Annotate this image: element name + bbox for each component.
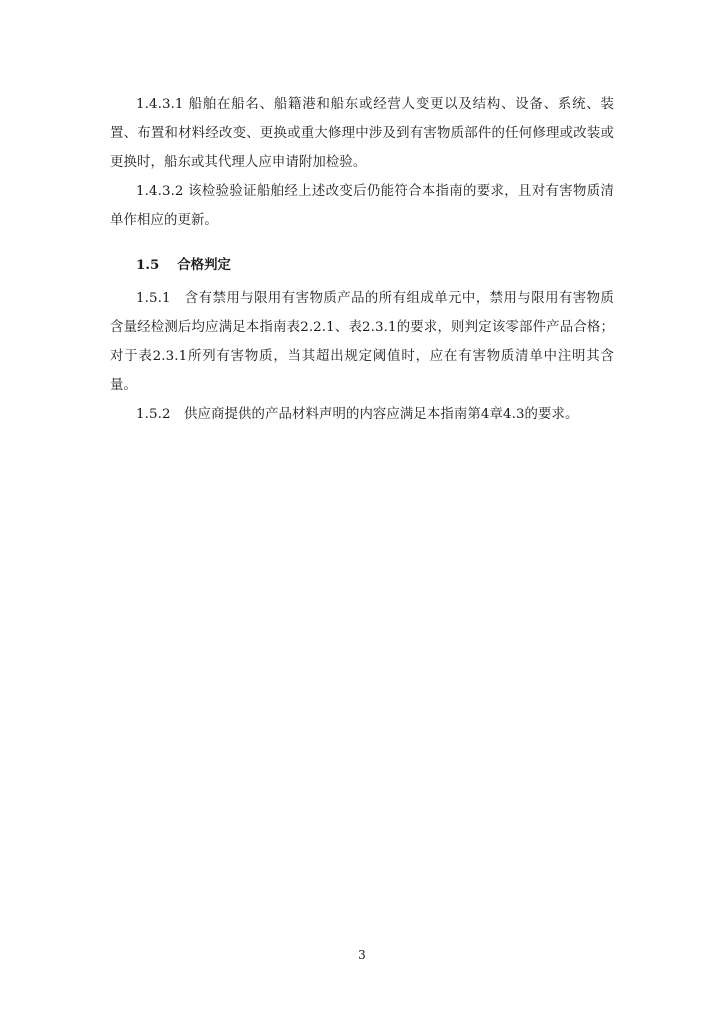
paragraph-1-5-2: 1.5.2 供应商提供的产品材料声明的内容应满足本指南第4章4.3的要求。 <box>136 407 579 422</box>
section-heading-1-5 <box>110 251 614 280</box>
section-title: 合格判定 <box>177 257 231 273</box>
paragraph-1-4-3-1: 1.4.3.1 船舶在船名、船籍港和船东或经营人变更以及结构、设备、系统、装置、布置和材料经改变、更换或重大修理中涉及到有害物质部件的任何修理或改装或更换时，船东或其代理人应申请附加检验。 <box>110 97 614 170</box>
paragraph-1-5-1: 1.5.1 含有禁用与限用有害物质产品的所有组成单元中，禁用与限用有害物质含量经检测后均应满足本指南表2.2.1、表2.3.1的要求，则判定该零部件产品合格；对于表2.3.1所列有害物质，当其超出规定阈值时，应在有害物质清单中注明其含量。 <box>110 291 614 393</box>
body-text <box>110 90 614 429</box>
page-number: 3 <box>358 948 366 962</box>
section-number: 1.5 <box>136 257 160 273</box>
paragraph-1-4-3-2: 1.4.3.2 该检验验证船舶经上述改变后仍能符合本指南的要求，且对有害物质清单作相应的更新。 <box>110 184 614 228</box>
